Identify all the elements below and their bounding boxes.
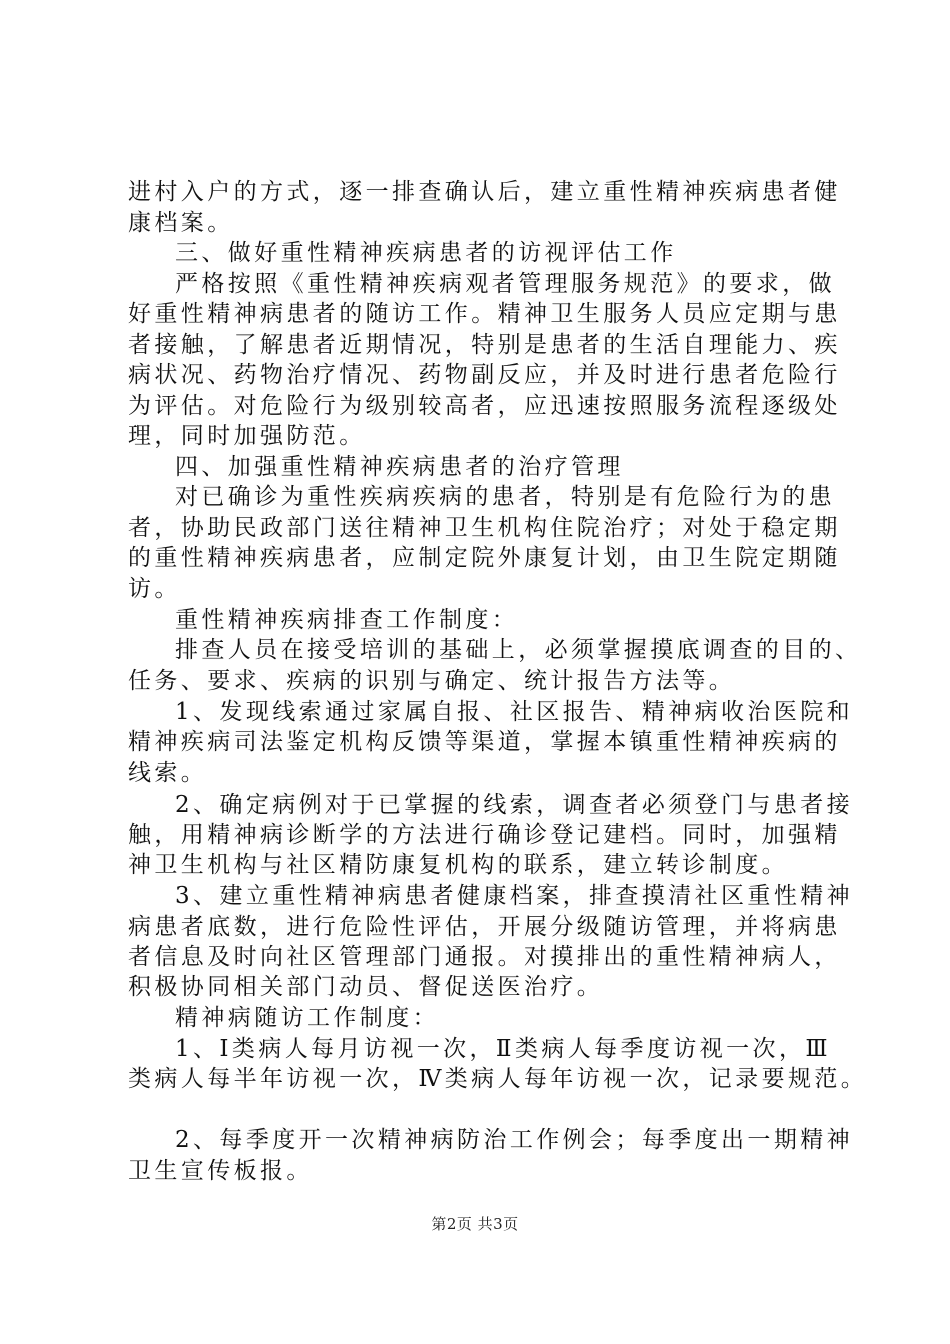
text-line: 1、Ⅰ类病人每月访视一次，Ⅱ类病人每季度访视一次，Ⅲ: [175, 1036, 831, 1062]
section-heading: 重性精神疾病排查工作制度：: [175, 607, 519, 633]
text-line: 理，同时加强防范。: [128, 423, 366, 449]
text-line: 的重性精神疾病患者，应制定院外康复计划，由卫生院定期随: [128, 545, 841, 571]
text-line: 排查人员在接受培训的基础上，必须掌握摸底调查的目的、: [175, 637, 862, 663]
text-line: 2、每季度开一次精神病防治工作例会；每季度出一期精神: [175, 1127, 854, 1153]
text-line: 1、发现线索通过家属自报、社区报告、精神病收治医院和: [175, 699, 854, 725]
text-line: 为评估。对危险行为级别较高者，应迅速按照服务流程逐级处: [128, 393, 841, 419]
text-line: 者接触，了解患者近期情况，特别是患者的生活自理能力、疾: [128, 332, 841, 358]
text-line: 者信息及时向社区管理部门通报。对摸排出的重性精神病人，: [128, 944, 841, 970]
text-line: 病状况、药物治疗情况、药物副反应，并及时进行患者危险行: [128, 362, 841, 388]
text-line: 进村入户的方式，逐一排查确认后，建立重性精神疾病患者健: [128, 179, 841, 205]
text-line: 类病人每半年访视一次，Ⅳ类病人每年访视一次，记录要规范。: [128, 1066, 868, 1092]
section-heading: 精神病随访工作制度：: [175, 1005, 439, 1031]
text-line: 好重性精神病患者的随访工作。精神卫生服务人员应定期与患: [128, 301, 841, 327]
text-line: 严格按照《重性精神疾病观者管理服务规范》的要求，做: [175, 271, 835, 297]
text-line: 访。: [128, 576, 181, 602]
text-line: 康档案。: [128, 210, 234, 236]
page-number-footer: 第2页 共3页: [431, 1215, 519, 1233]
text-line: 者，协助民政部门送往精神卫生机构住院治疗；对处于稳定期: [128, 515, 841, 541]
section-heading: 三、做好重性精神疾病患者的访视评估工作: [175, 240, 677, 266]
text-line: 对已确诊为重性疾病疾病的患者，特别是有危险行为的患: [175, 484, 835, 510]
text-line: 2、确定病例对于已掌握的线索，调查者必须登门与患者接: [175, 792, 854, 818]
text-line: 神卫生机构与社区精防康复机构的联系，建立转诊制度。: [128, 852, 788, 878]
text-line: 触，用精神病诊断学的方法进行确诊登记建档。同时，加强精: [128, 822, 841, 848]
section-heading: 四、加强重性精神疾病患者的治疗管理: [175, 454, 624, 480]
text-line: 精神疾病司法鉴定机构反馈等渠道，掌握本镇重性精神疾病的: [128, 729, 841, 755]
text-line: 线索。: [128, 760, 208, 786]
text-line: 积极协同相关部门动员、督促送医治疗。: [128, 974, 604, 1000]
text-line: 卫生宣传板报。: [128, 1158, 313, 1184]
text-line: 病患者底数，进行危险性评估，开展分级随访管理，并将病患: [128, 914, 841, 940]
text-line: 任务、要求、疾病的识别与确定、统计报告方法等。: [128, 668, 736, 694]
text-line: 3、建立重性精神病患者健康档案，排查摸清社区重性精神: [175, 883, 854, 909]
